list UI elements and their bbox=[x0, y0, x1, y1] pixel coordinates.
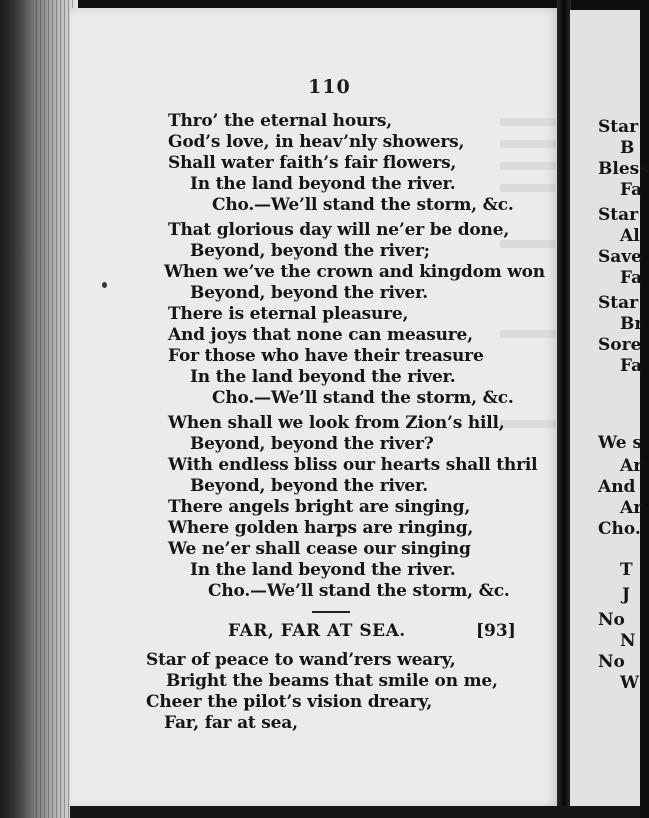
verse-line: Beyond, beyond the river; bbox=[190, 241, 430, 261]
verse-line: With endless bliss our hearts shall thril bbox=[168, 455, 538, 475]
facing-page-fragment: W bbox=[620, 673, 640, 693]
page-number: 110 bbox=[308, 76, 351, 98]
facing-page-fragment: Br bbox=[620, 314, 644, 334]
verse-line: Where golden harps are ringing, bbox=[168, 518, 474, 538]
chorus-line: Cho.—We’ll stand the storm, &c. bbox=[212, 195, 514, 215]
facing-page-fragment: And bbox=[598, 477, 636, 497]
section-rule bbox=[312, 611, 350, 613]
facing-page-fragment: Al bbox=[620, 226, 640, 246]
hymn-title: FAR, FAR AT SEA. bbox=[228, 621, 406, 641]
verse-line: There angels bright are singing, bbox=[168, 497, 471, 517]
facing-page-fragment: Ar bbox=[620, 498, 643, 518]
verse-line: Beyond, beyond the river? bbox=[190, 434, 434, 454]
verse-line: Beyond, beyond the river. bbox=[190, 476, 428, 496]
facing-page-fragment: Star bbox=[598, 117, 639, 137]
verse-line: Far, far at sea, bbox=[164, 713, 298, 733]
chorus-line: Cho.—We’ll stand the storm, &c. bbox=[212, 388, 514, 408]
hymn-number: [93] bbox=[476, 621, 516, 641]
verse-line: We ne’er shall cease our singing bbox=[168, 539, 471, 559]
facing-page-fragment: T bbox=[620, 560, 633, 580]
chorus-line: Cho.—We’ll stand the storm, &c. bbox=[208, 581, 510, 601]
verse-line: Star of peace to wand’rers weary, bbox=[146, 650, 456, 670]
facing-page-fragment: J bbox=[622, 585, 631, 605]
show-through bbox=[500, 118, 556, 126]
show-through bbox=[500, 162, 556, 170]
verse-line: There is eternal pleasure, bbox=[168, 304, 409, 324]
book-gutter bbox=[557, 0, 571, 818]
facing-page-fragment: Sore bbox=[598, 335, 642, 355]
verse-line: Shall water faith’s fair flowers, bbox=[168, 153, 457, 173]
verse-line: Thro’ the eternal hours, bbox=[168, 111, 392, 131]
verse-line: Cheer the pilot’s vision dreary, bbox=[146, 692, 433, 712]
facing-page-fragment: No bbox=[598, 610, 625, 630]
verse-line: For those who have their treasure bbox=[168, 346, 484, 366]
facing-page-fragment: Cho. bbox=[598, 519, 641, 539]
verse-line: God’s love, in heav’nly showers, bbox=[168, 132, 465, 152]
show-through bbox=[500, 240, 556, 248]
facing-page-fragment: B bbox=[620, 138, 635, 158]
facing-page-fragment: Save bbox=[598, 247, 642, 267]
show-through bbox=[500, 184, 556, 192]
facing-page-fragment: Ar bbox=[620, 456, 643, 476]
facing-page-fragment: We s bbox=[598, 433, 643, 453]
facing-page-fragment: Fa bbox=[620, 268, 643, 288]
verse-line: In the land beyond the river. bbox=[190, 174, 456, 194]
ink-speck bbox=[102, 282, 107, 288]
facing-page-fragment: Bless bbox=[598, 159, 649, 179]
verse-line: In the land beyond the river. bbox=[190, 560, 456, 580]
facing-page-fragment: Star bbox=[598, 293, 639, 313]
verse-line: And joys that none can measure, bbox=[168, 325, 473, 345]
verse-line: When we’ve the crown and kingdom won bbox=[164, 262, 545, 282]
verse-line: Bright the beams that smile on me, bbox=[166, 671, 498, 691]
show-through bbox=[500, 330, 556, 338]
verse-line: In the land beyond the river. bbox=[190, 367, 456, 387]
facing-page-fragment: Fa bbox=[620, 356, 643, 376]
facing-page-fragment: N bbox=[620, 631, 636, 651]
show-through bbox=[500, 420, 556, 428]
scan-bottom-edge bbox=[70, 806, 640, 818]
show-through bbox=[500, 140, 556, 148]
verse-line: Beyond, beyond the river. bbox=[190, 283, 428, 303]
verse-line: That glorious day will ne’er be done, bbox=[168, 220, 510, 240]
verse-line: When shall we look from Zion’s hill, bbox=[168, 413, 505, 433]
facing-page-fragment: No bbox=[598, 652, 625, 672]
facing-page-fragment: Fa bbox=[620, 180, 643, 200]
facing-page-fragment: Star bbox=[598, 205, 639, 225]
book-spine bbox=[0, 0, 78, 818]
